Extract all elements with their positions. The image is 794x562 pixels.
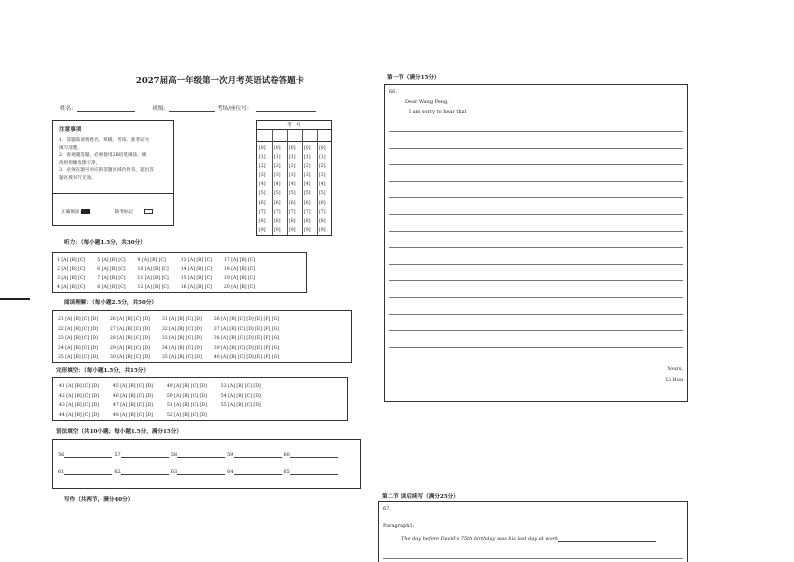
exam-digit-bubble[interactable]: [1]	[274, 155, 281, 161]
exam-digit-bubble[interactable]: [2]	[259, 164, 266, 170]
exam-digit-bubble[interactable]: [1]	[319, 155, 326, 161]
notice-line: 1．答题前请将姓名、班级、考场、准考证号	[59, 138, 150, 143]
answer-row[interactable]: 2 [A] [B] [C]	[57, 267, 86, 272]
listening-column	[57, 256, 85, 292]
letter-closing: Yours,	[667, 366, 683, 372]
exam-digit-bubble[interactable]: [2]	[274, 164, 281, 170]
exam-digit-bubble[interactable]: [4]	[289, 182, 296, 188]
answer-row[interactable]: 5 [A] [B] [C]	[97, 258, 126, 263]
answer-row[interactable]: 16 [A] [B] [C]	[180, 285, 212, 290]
grammar-answer-field[interactable]	[177, 468, 225, 475]
room-label: 考场/座位号：	[216, 106, 253, 112]
exam-number-column	[304, 144, 316, 235]
cloze-answer-grid	[59, 382, 261, 420]
reading-header: 阅读理解：（每小题2.5分，共50分）	[64, 300, 158, 306]
paragraph-continue-field[interactable]	[558, 535, 656, 542]
grammar-box	[52, 439, 361, 489]
exam-digit-bubble[interactable]: [8]	[304, 218, 311, 224]
answer-row[interactable]: 6 [A] [B] [C]	[97, 267, 126, 272]
grammar-item-number: 62	[114, 469, 121, 475]
exam-digit-bubble[interactable]: [7]	[319, 209, 326, 215]
grammar-item-number: 61	[58, 469, 65, 475]
exam-digit-bubble[interactable]: [8]	[289, 218, 296, 224]
exam-digit-bubble[interactable]: [0]	[259, 146, 266, 151]
exam-digit-bubble[interactable]: [1]	[259, 155, 266, 161]
alignment-mark	[0, 298, 30, 300]
grammar-answer-field[interactable]	[64, 468, 112, 475]
exam-digit-bubble[interactable]: [9]	[274, 227, 281, 233]
answer-row[interactable]: 31 [A] [B] [C] [D]	[161, 317, 202, 322]
absent-mark-box[interactable]	[144, 209, 153, 214]
grammar-answer-field[interactable]	[177, 451, 225, 458]
notice-box	[52, 120, 174, 226]
exam-digit-bubble[interactable]: [0]	[304, 146, 311, 151]
exam-digit-bubble[interactable]: [2]	[319, 164, 326, 170]
notice-line: 填写清楚。	[59, 145, 82, 151]
answer-row[interactable]: 27 [A] [B] [C] [D]	[109, 326, 150, 332]
answer-row[interactable]: 52 [A] [B] [C] [D]	[166, 412, 207, 418]
writing-line[interactable]	[389, 231, 683, 232]
writing-line[interactable]	[389, 164, 683, 165]
grammar-answer-field[interactable]	[121, 451, 169, 458]
page-title: 2027届高一年级第一次月考英语试卷答题卡	[135, 76, 305, 86]
grammar-answer-field[interactable]	[290, 451, 338, 458]
listening-column	[138, 256, 169, 292]
cloze-column	[59, 382, 99, 420]
exam-digit-bubble[interactable]: [5]	[319, 191, 326, 197]
answer-row[interactable]: 36 [A] [B] [C] [D] [E] [F] [G]	[213, 317, 280, 322]
exam-digit-bubble[interactable]: [7]	[259, 209, 266, 215]
answer-row[interactable]: 44 [A] [B] [C] [D]	[59, 412, 99, 418]
class-field[interactable]	[169, 105, 215, 112]
exam-digit-bubble[interactable]: [9]	[259, 227, 266, 233]
answer-row[interactable]: 50 [A] [B] [C] [D]	[166, 393, 207, 399]
answer-row[interactable]: 4 [A] [B] [C]	[57, 285, 86, 290]
writing-line[interactable]	[389, 197, 683, 198]
listening-header: 听力：（每小题1.5分，共30分）	[64, 240, 146, 246]
exam-digit-bubble[interactable]: [3]	[259, 173, 266, 179]
writing-line[interactable]	[389, 214, 683, 215]
exam-digit-bubble[interactable]: [6]	[289, 200, 296, 206]
exam-digit-bubble[interactable]: [5]	[289, 191, 296, 197]
section2-header: 第二节 读后续写（满分25分）	[382, 494, 459, 500]
exam-digit-bubble[interactable]: [6]	[304, 200, 311, 206]
answer-row[interactable]: 14 [A] [B] [C]	[180, 267, 212, 272]
answer-row[interactable]: 19 [A] [B] [C]	[223, 276, 256, 281]
letter-opening: I am sorry to hear that	[409, 109, 467, 115]
cloze-column	[113, 382, 153, 420]
writing-line[interactable]	[389, 131, 683, 132]
exam-digit-bubble[interactable]: [6]	[259, 200, 266, 206]
answer-row[interactable]: 29 [A] [B] [C] [D]	[109, 345, 150, 351]
grammar-row-1	[58, 451, 340, 458]
exam-digit-bubble[interactable]: [3]	[289, 173, 296, 179]
exam-digit-bubble[interactable]: [9]	[289, 227, 296, 233]
letter-signature: Li Hua	[665, 377, 683, 383]
writing-line[interactable]	[389, 148, 683, 149]
exam-digit-bubble[interactable]: [0]	[319, 146, 326, 151]
writing-line[interactable]	[383, 558, 683, 559]
answer-row[interactable]: 8 [A] [B] [C]	[97, 285, 126, 290]
exam-digit-bubble[interactable]: [0]	[274, 146, 281, 151]
answer-row[interactable]: 42 [A] [B] [C] [D]	[59, 393, 99, 399]
section2-number: 67.	[383, 506, 391, 512]
exam-digit-bubble[interactable]: [8]	[319, 218, 326, 224]
notice-line: 3．必须在题号对应的答题区域内作答，超出答	[59, 168, 154, 174]
answer-row[interactable]: 9 [A] [B] [C]	[137, 258, 166, 263]
answer-row[interactable]: 45 [A] [B] [C] [D]	[112, 384, 153, 389]
exam-number-columns	[259, 144, 331, 235]
reading-column	[214, 315, 279, 363]
answer-row[interactable]: 17 [A] [B] [C]	[223, 258, 256, 263]
grammar-item-number: 59	[227, 452, 234, 458]
notice-lines	[59, 137, 154, 183]
answer-row[interactable]: 37 [A] [B] [C] [D] [E] [F] [G]	[213, 326, 280, 332]
grammar-item-number: 60	[283, 452, 290, 458]
info-line	[60, 104, 316, 112]
exam-digit-bubble[interactable]: [4]	[259, 182, 266, 188]
exam-digit-bubble[interactable]: [5]	[304, 191, 311, 197]
reading-column	[162, 315, 202, 363]
section1-number: 66.	[389, 89, 397, 95]
answer-row[interactable]: 24 [A] [B] [C] [D]	[58, 345, 98, 351]
writing-line[interactable]	[389, 347, 683, 348]
exam-digit-bubble[interactable]: [2]	[289, 164, 296, 170]
writing-header: 写作（共两节，满分40分）	[64, 497, 134, 503]
notice-line: 题区域书写无效。	[59, 175, 96, 181]
grammar-item-number: 65	[283, 469, 290, 475]
answer-row[interactable]: 3 [A] [B] [C]	[57, 276, 86, 281]
reading-column	[110, 315, 150, 363]
grammar-row-2	[58, 468, 340, 475]
reading-box	[52, 310, 352, 363]
paragraph-start-text: The day before David's 75th birthday was his last day at work	[401, 536, 559, 542]
grammar-item-number: 63	[170, 469, 178, 475]
answer-row[interactable]: 51 [A] [B] [C] [D]	[166, 403, 207, 409]
listening-column	[97, 256, 125, 292]
exam-digit-bubble[interactable]: [4]	[319, 182, 326, 188]
answer-row[interactable]: 48 [A] [B] [C] [D]	[112, 412, 153, 418]
writing-line[interactable]	[389, 330, 683, 331]
answer-row[interactable]: 20 [A] [B] [C]	[223, 285, 256, 290]
section1-header: 第一节（满分15分）	[387, 75, 440, 81]
reading-answer-grid	[58, 315, 279, 363]
listening-column	[224, 256, 255, 292]
cloze-column	[221, 382, 261, 420]
grammar-answer-field[interactable]	[121, 468, 169, 475]
exam-digit-bubble[interactable]: [9]	[319, 227, 326, 233]
answer-row[interactable]: 41 [A] [B] [C] [D]	[59, 384, 99, 389]
answer-row[interactable]: 43 [A] [B] [C] [D]	[59, 403, 99, 409]
answer-row[interactable]: 11 [A] [B] [C]	[137, 276, 169, 281]
exam-number-column	[259, 144, 271, 235]
listening-box	[52, 252, 307, 293]
paragraph-start-line	[401, 535, 656, 542]
writing-line[interactable]	[389, 297, 683, 298]
mark-examples	[61, 209, 153, 215]
exam-digit-bubble[interactable]: [4]	[274, 182, 281, 188]
notice-line: 改时用橡皮擦干净。	[59, 160, 101, 166]
answer-row[interactable]: 30 [A] [B] [C] [D]	[109, 355, 150, 361]
exam-digit-bubble[interactable]: [3]	[274, 173, 281, 179]
exam-digit-bubble[interactable]: [3]	[319, 173, 326, 179]
grammar-answer-field[interactable]	[290, 468, 338, 475]
answer-row[interactable]: 18 [A] [B] [C]	[223, 267, 256, 272]
exam-number-column	[274, 144, 286, 235]
listening-answer-grid	[57, 256, 255, 292]
exam-digit-bubble[interactable]: [4]	[304, 182, 311, 188]
answer-row[interactable]: 12 [A] [B] [C]	[137, 285, 169, 290]
notice-heading: 注意事项	[59, 127, 82, 133]
exam-digit-bubble[interactable]: [7]	[274, 209, 281, 215]
answer-row[interactable]: 39 [A] [B] [C] [D] [E] [F] [G]	[213, 345, 280, 351]
absent-mark-label: 缺考标记	[114, 210, 134, 215]
answer-row[interactable]: 49 [A] [B] [C] [D]	[166, 384, 207, 389]
answer-row[interactable]: 34 [A] [B] [C] [D]	[161, 345, 202, 351]
exam-digit-bubble[interactable]: [8]	[274, 218, 281, 224]
answer-row[interactable]: 22 [A] [B] [C] [D]	[58, 326, 98, 332]
name-label: 姓名：	[60, 106, 77, 112]
exam-digit-bubble[interactable]: [5]	[259, 191, 266, 197]
grammar-header: 语法填空（共10小题；每小题1.5分，满分15分）	[56, 429, 182, 435]
answer-row[interactable]: 7 [A] [B] [C]	[97, 276, 126, 281]
exam-digit-bubble[interactable]: [7]	[304, 209, 311, 215]
correct-fill-label: 正确填涂	[61, 210, 80, 215]
exam-digit-bubble[interactable]: [1]	[289, 155, 296, 161]
exam-number-column	[289, 144, 301, 235]
exam-digit-bubble[interactable]: [0]	[289, 146, 296, 151]
answer-row[interactable]: 53 [A] [B] [C] [D]	[220, 384, 261, 389]
exam-digit-bubble[interactable]: [2]	[304, 164, 311, 170]
grammar-answer-field[interactable]	[64, 451, 112, 458]
answer-row[interactable]: 1 [A] [B] [C]	[57, 258, 86, 263]
answer-row[interactable]: 32 [A] [B] [C] [D]	[161, 326, 202, 332]
exam-number-grid	[256, 120, 332, 236]
exam-digit-bubble[interactable]: [3]	[304, 173, 311, 179]
answer-row[interactable]: 26 [A] [B] [C] [D]	[109, 317, 150, 322]
answer-row[interactable]: 33 [A] [B] [C] [D]	[161, 336, 202, 342]
cloze-column	[167, 382, 207, 420]
grammar-item-number: 64	[227, 469, 234, 475]
answer-row[interactable]: 35 [A] [B] [C] [D]	[161, 355, 202, 361]
exam-digit-bubble[interactable]: [8]	[259, 218, 266, 224]
exam-digit-bubble[interactable]: [6]	[274, 200, 281, 206]
writing-line[interactable]	[389, 247, 683, 248]
answer-row[interactable]: 54 [A] [B] [C] [D]	[220, 393, 261, 399]
answer-row[interactable]: 13 [A] [B] [C]	[180, 258, 212, 263]
writing-line[interactable]	[389, 264, 683, 265]
exam-digit-bubble[interactable]: [5]	[274, 191, 281, 197]
answer-row[interactable]: 15 [A] [B] [C]	[180, 276, 212, 281]
exam-digit-bubble[interactable]: [7]	[289, 209, 296, 215]
answer-row[interactable]: 46 [A] [B] [C] [D]	[112, 393, 153, 399]
writing-line[interactable]	[389, 280, 683, 281]
answer-row[interactable]: 23 [A] [B] [C] [D]	[58, 336, 98, 342]
name-field[interactable]	[77, 105, 135, 112]
class-label: 班级：	[152, 106, 170, 112]
exam-digit-bubble[interactable]: [9]	[304, 227, 311, 233]
room-field[interactable]	[256, 105, 316, 112]
writing-line[interactable]	[389, 181, 683, 182]
exam-number-label: 考 号	[287, 123, 301, 128]
cloze-header: 完形填空：（每小题1.5分，共15分）	[56, 368, 150, 374]
answer-row[interactable]: 47 [A] [B] [C] [D]	[112, 403, 153, 409]
correct-fill-sample	[81, 209, 90, 214]
notice-line: 2．客观题答题，必须使用2B铅笔填涂，修	[59, 153, 147, 159]
listening-column	[181, 256, 212, 292]
exam-digit-bubble[interactable]: [6]	[319, 200, 326, 206]
letter-salutation: Dear Wang Peng,	[405, 99, 449, 105]
grammar-item-number: 57	[114, 452, 121, 458]
paragraph-label: Paragraph1:	[383, 523, 415, 529]
answer-row[interactable]: 28 [A] [B] [C] [D]	[109, 336, 150, 342]
section2-box	[378, 501, 688, 562]
answer-row[interactable]: 25 [A] [B] [C] [D]	[58, 355, 98, 361]
answer-row[interactable]: 55 [A] [B] [C] [D]	[220, 403, 261, 409]
exam-number-column	[319, 144, 331, 235]
answer-row[interactable]: 21 [A] [B] [C] [D]	[58, 317, 98, 322]
reading-column	[58, 315, 98, 363]
grammar-item-number: 58	[170, 452, 178, 458]
exam-digit-bubble[interactable]: [1]	[304, 155, 311, 161]
cloze-box	[52, 377, 348, 421]
writing-line[interactable]	[389, 314, 683, 315]
grammar-answer-field[interactable]	[234, 451, 282, 458]
answer-row[interactable]: 10 [A] [B] [C]	[137, 267, 169, 272]
answer-row[interactable]: 38 [A] [B] [C] [D] [E] [F] [G]	[213, 336, 280, 342]
grammar-answer-field[interactable]	[234, 468, 282, 475]
answer-row[interactable]: 40 [A] [B] [C] [D] [E] [F] [G]	[213, 355, 280, 361]
section1-box	[384, 84, 688, 402]
grammar-item-number: 56	[58, 452, 65, 458]
